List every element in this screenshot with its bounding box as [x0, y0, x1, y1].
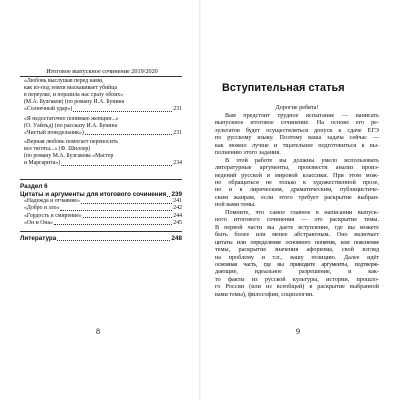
dot-leader: [60, 210, 172, 211]
literature-entry[interactable]: Литература 248: [20, 235, 182, 242]
section-title[interactable]: Цитаты и аргументы для итогового сочинения 239: [20, 190, 182, 198]
toc-page-number: 244: [173, 212, 182, 219]
toc-page-number: 231: [173, 106, 182, 113]
section-divider: [20, 231, 182, 232]
running-head: Итоговое выпускное сочинение 2019/2020: [46, 68, 158, 75]
dot-leader: [167, 196, 170, 197]
article-heading: Вступительная статья: [222, 82, 345, 94]
dot-leader: [85, 134, 172, 135]
dot-leader: [83, 217, 173, 218]
page-number-right: 9: [296, 327, 300, 336]
toc-page-number: 242: [173, 205, 182, 212]
paragraph: Помните, что самое главное в написании выпуск- ного итогового сочинения — это раскрытие темы. В первой части вы даете вступление, где вы можете быть более или менее абстрактным. Оно включает цитаты или определение основного понятия, или пояснение темы, раскрытие значения афоризма, свой взгляд на проблему и т.п., вашу позицию. Далее идёт основная часть, где вы приводите аргументы, подтверж- дающие, идеальное разрешение, и как- то факты из русской культуры, истории, прошло- го России (или из всеобщей) в раскрытие выбранной вами темы), философии, социологии.: [215, 208, 379, 298]
toc-page-number: 239: [171, 190, 182, 198]
toc-page-number: 241: [173, 198, 182, 205]
greeting: Дорогие ребята!: [275, 104, 319, 111]
table-of-contents: [20, 78, 182, 170]
dot-leader: [81, 203, 172, 204]
article-body: [215, 104, 379, 298]
paragraph: Вам предстоит трудное испытание — написать выпускное итоговое сочинение. На основе его ре- зультатов будет осуществляться допуск к сдаче ЕГЭ по русскому языку. Поэтому ваша задача сейчас — как можно лучше и тщательнее подготовиться к вы- полнению этого задания.: [215, 111, 379, 157]
section-label: Раздел 6: [20, 183, 48, 190]
running-head-rule: [20, 76, 182, 77]
dot-leader: [57, 240, 170, 241]
toc-page-number: 245: [173, 219, 182, 226]
toc-subentry[interactable]: «Гордость и смирение» 244: [24, 212, 182, 219]
dot-leader: [54, 224, 172, 225]
toc-subentry[interactable]: «Надежда и отчаяние» 241: [24, 198, 182, 205]
toc-page-number: 248: [171, 235, 182, 242]
toc-subentry[interactable]: «Добро и зло» 242: [24, 205, 182, 212]
literature-block: [20, 235, 182, 243]
dot-leader: [61, 165, 172, 166]
right-page: [200, 0, 400, 400]
section-divider: [20, 179, 182, 180]
section-6: [20, 183, 182, 227]
toc-page-number: 231: [173, 129, 182, 136]
toc-entry[interactable]: «Любовь выслушав перед нами, как из-под земли выскакивает убийца в переулке, и поразила нас сразу обоих» (М.А. Булгаков) (по роману И.А. Бунина «Солнечный удар») 231: [24, 78, 182, 113]
toc-page-number: 234: [173, 160, 182, 167]
paragraph: В этой работе вы должны умело использовать литературные аргументы, произвести анализ произ- ведений русской и мировой классики. При этом мож- но обращаться не только к художественной прозе, но и к лирическим, драматическим, публицистиче- ским жанрам, если этого требует раскрытие выбран- ной вами темы.: [215, 156, 379, 209]
toc-entry[interactable]: «Верная любовь помогает переносить все тяготы...» (Ф. Шиллер) (по роману М.А. Булгакова «Мастер и Маргарита») 234: [24, 139, 182, 167]
toc-entry[interactable]: «Я недостаточно понимаю женщин...» (О. Уайльд) (по рассказу И.А. Бунина «Чистый понедельник») 231: [24, 115, 182, 136]
page-number-left: 8: [96, 327, 100, 336]
toc-subentry[interactable]: «Он и Она» 245: [24, 219, 182, 226]
dot-leader: [73, 111, 172, 112]
